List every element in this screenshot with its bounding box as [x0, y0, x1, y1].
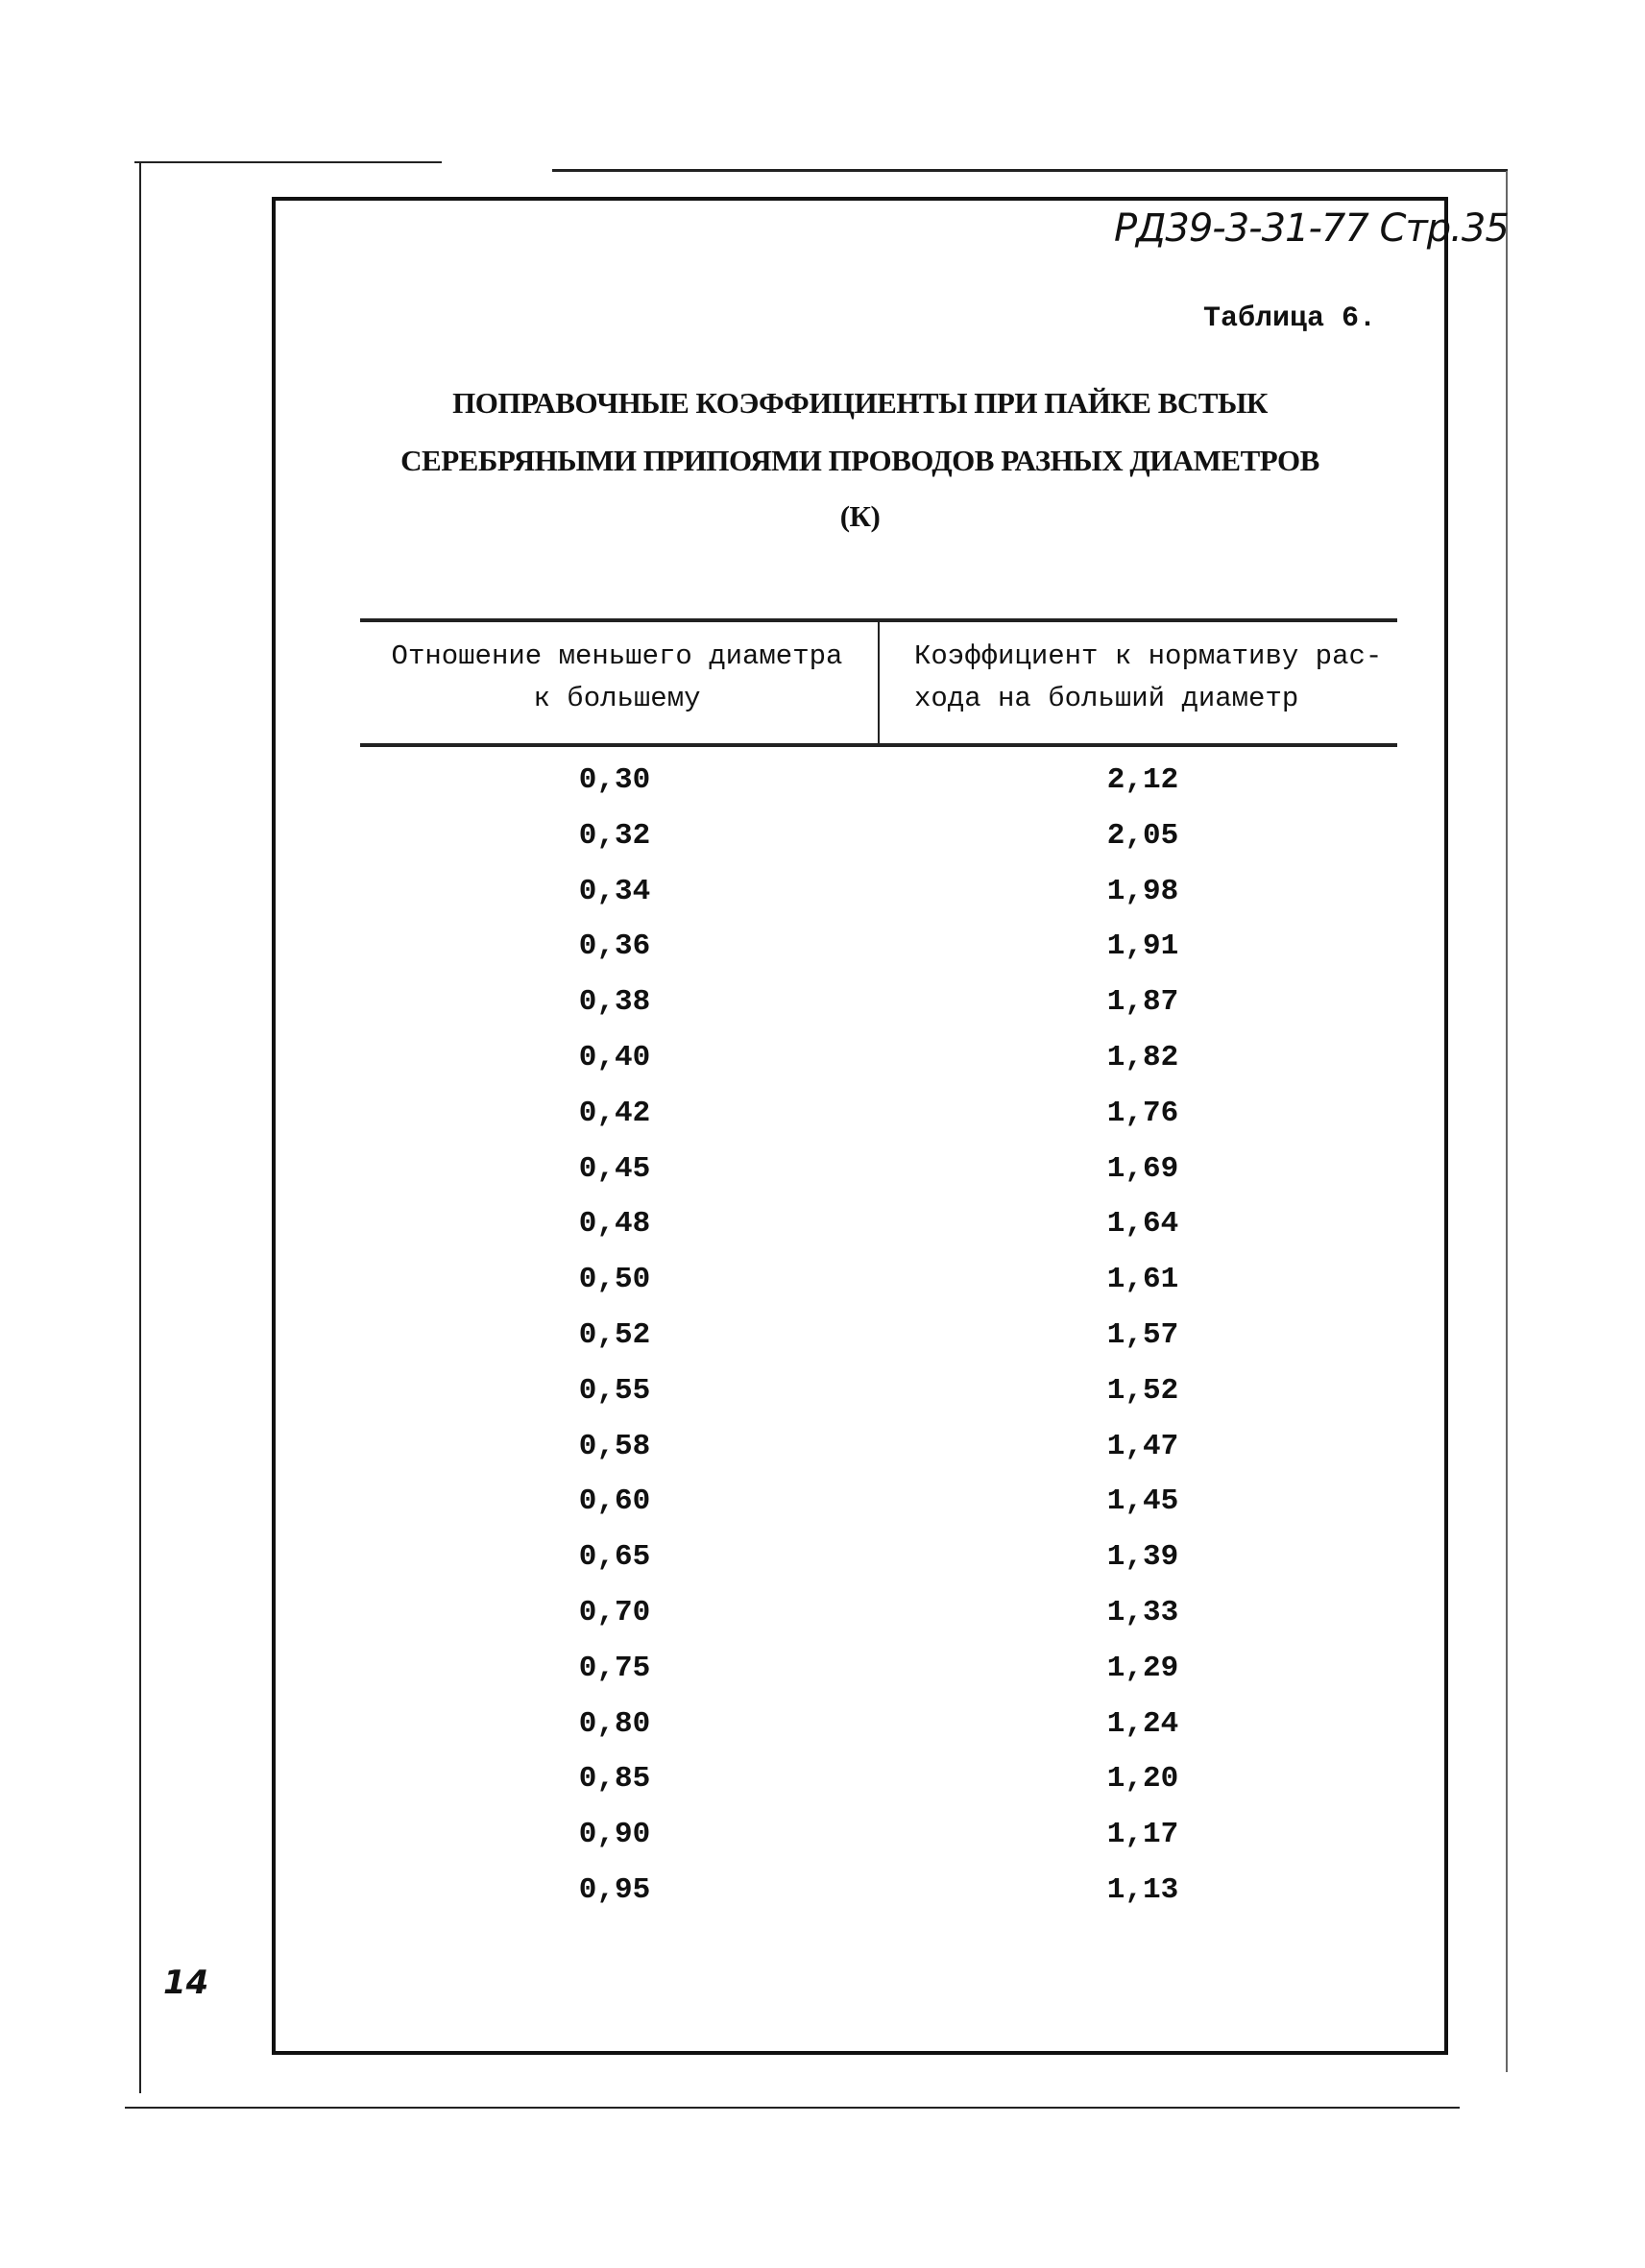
coefficient-cell: 1,69: [1106, 1151, 1179, 1186]
coefficient-cell: 1,57: [1106, 1318, 1179, 1352]
table-header-rule: [360, 743, 1397, 747]
ratio-cell: 0,52: [578, 1318, 651, 1352]
coefficient-cell: 1,45: [1106, 1484, 1179, 1519]
coefficient-cell: 1,20: [1106, 1762, 1179, 1797]
table-row: [360, 1873, 1397, 1929]
table-row: [360, 1207, 1397, 1263]
table-row: [360, 1041, 1397, 1097]
coefficient-cell: 1,17: [1106, 1818, 1179, 1852]
ratio-cell: 0,85: [578, 1762, 651, 1797]
coefficient-cell: 1,91: [1106, 929, 1179, 964]
outer-top-line-right: [552, 169, 1508, 172]
coefficient-cell: 1,29: [1106, 1651, 1179, 1685]
table-row: [360, 819, 1397, 875]
coefficient-cell: 1,39: [1106, 1540, 1179, 1575]
ratio-cell: 0,42: [578, 1096, 651, 1130]
table-row: [360, 1430, 1397, 1485]
table-row: [360, 1374, 1397, 1430]
ratio-cell: 0,70: [578, 1596, 651, 1629]
table-row: [360, 1596, 1397, 1652]
ratio-cell: 0,50: [578, 1263, 651, 1297]
coefficient-cell: 1,33: [1106, 1596, 1179, 1629]
coefficient-cell: 2,12: [1106, 763, 1179, 797]
coefficient-cell: 1,64: [1106, 1207, 1179, 1242]
outer-bottom-line: [125, 2107, 1460, 2109]
table-row: [360, 1318, 1397, 1374]
document-code: РД39-3-31-77 Стр.35: [1114, 206, 1509, 251]
table-row: [360, 929, 1397, 985]
table-label: Таблица 6.: [1202, 302, 1376, 335]
table-row: [360, 1707, 1397, 1763]
table-title-line3: (К): [839, 499, 881, 533]
page-number: 14: [163, 1964, 209, 2002]
ratio-cell: 0,95: [578, 1873, 651, 1907]
table-row: [360, 1263, 1397, 1318]
ratio-cell: 0,55: [578, 1373, 651, 1408]
column-header-coefficient-line2: хода на больший диаметр: [914, 683, 1299, 714]
table-title-line2: СЕРЕБРЯНЫМИ ПРИПОЯМИ ПРОВОДОВ РАЗНЫХ ДИАМЕТРОВ: [400, 444, 1319, 477]
column-header-coefficient-line1: Коэффициент к нормативу рас-: [914, 640, 1383, 672]
table-row: [360, 1652, 1397, 1707]
ratio-cell: 0,40: [578, 1041, 651, 1074]
coefficient-cell: 1,24: [1106, 1706, 1179, 1741]
table-row: [360, 763, 1397, 819]
ratio-cell: 0,32: [578, 818, 651, 853]
table-row: [360, 1540, 1397, 1596]
table-row: [360, 985, 1397, 1041]
coefficient-cell: 1,52: [1106, 1373, 1179, 1408]
ratio-cell: 0,60: [578, 1484, 651, 1519]
table-row: [360, 1097, 1397, 1152]
ratio-cell: 0,90: [578, 1818, 651, 1852]
ratio-cell: 0,58: [578, 1429, 651, 1463]
column-header-ratio-line1: Отношение меньшего диаметра: [391, 640, 843, 672]
table-row: [360, 1152, 1397, 1208]
coefficient-cell: 1,87: [1106, 985, 1179, 1020]
table-title-line1: ПОПРАВОЧНЫЕ КОЭФФИЦИЕНТЫ ПРИ ПАЙКЕ ВСТЫК: [452, 386, 1268, 420]
outer-top-line-left: [134, 161, 442, 163]
coefficient-cell: 1,61: [1106, 1263, 1179, 1297]
column-header-ratio-line2: к большему: [533, 683, 701, 714]
table-row: [360, 875, 1397, 930]
coefficient-cell: 1,13: [1106, 1873, 1179, 1907]
coefficient-cell: 1,47: [1106, 1429, 1179, 1463]
column-header-coefficient: [883, 636, 1402, 720]
ratio-cell: 0,34: [578, 874, 651, 908]
column-header-ratio: [360, 636, 874, 720]
ratio-cell: 0,75: [578, 1651, 651, 1685]
ratio-cell: 0,36: [578, 929, 651, 964]
table-row: [360, 1484, 1397, 1540]
ratio-cell: 0,48: [578, 1207, 651, 1242]
outer-right-line: [1506, 171, 1508, 2072]
ratio-cell: 0,38: [578, 985, 651, 1020]
coefficient-cell: 1,76: [1106, 1096, 1179, 1130]
table-row: [360, 1762, 1397, 1818]
ratio-cell: 0,45: [578, 1151, 651, 1186]
coefficient-cell: 1,82: [1106, 1041, 1179, 1074]
ratio-cell: 0,65: [578, 1540, 651, 1575]
coefficient-cell: 1,98: [1106, 874, 1179, 908]
ratio-cell: 0,80: [578, 1706, 651, 1741]
ratio-cell: 0,30: [578, 763, 651, 797]
column-divider: [878, 618, 880, 743]
coefficient-cell: 2,05: [1106, 818, 1179, 853]
table-row: [360, 1818, 1397, 1873]
outer-left-line: [139, 163, 141, 2093]
